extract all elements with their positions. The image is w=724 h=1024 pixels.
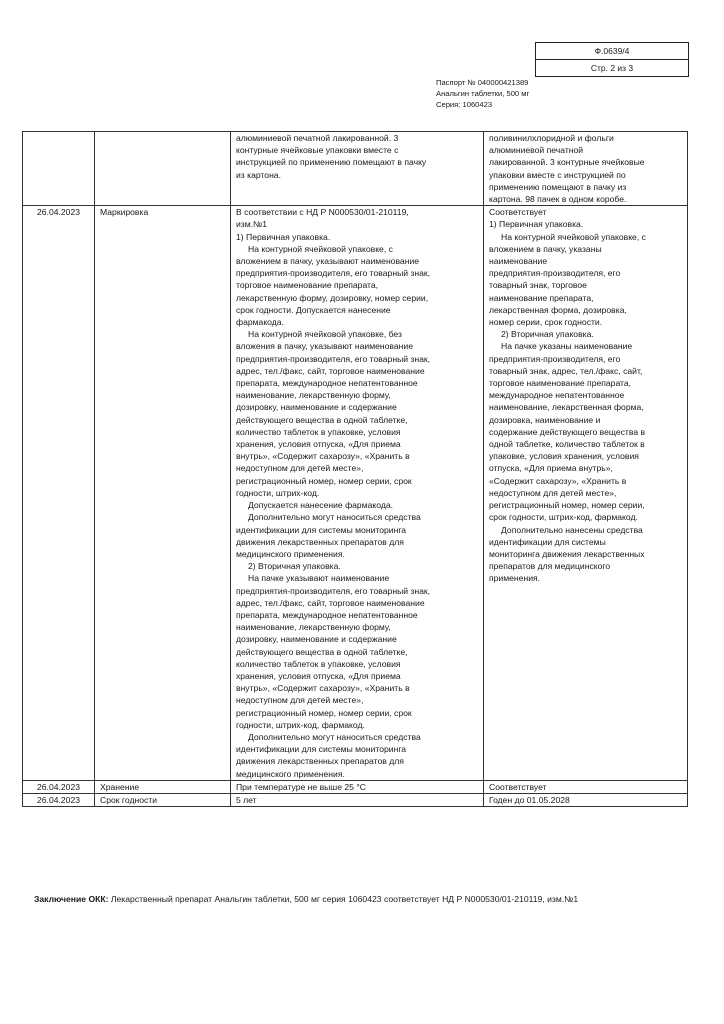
indicator-cell xyxy=(95,793,231,806)
norm-line: На пачке указывают наименование xyxy=(248,573,390,584)
result-line: вложением в пачку, указаны xyxy=(489,243,602,254)
test-results-table xyxy=(22,131,688,807)
result-line: срок годности, штрих-код, фармакод. xyxy=(489,512,638,523)
series-number: Серия: 1060423 xyxy=(436,100,493,109)
result-line: номер серии, срок годности. xyxy=(489,317,603,328)
date-cell xyxy=(23,206,95,781)
date-text: 26.04.2023 xyxy=(37,207,81,218)
result-line: лекарственная форма, дозировка, xyxy=(489,304,627,315)
norm-line: 1) Первичная упаковка. xyxy=(236,231,331,242)
conclusion xyxy=(34,893,594,907)
norm-line: лекарственную форму, дозировку, номер серии, xyxy=(236,292,429,303)
norm-line: вложения в пачку, указывают наименование xyxy=(236,341,414,352)
norm-line: алюминиевой печатной лакированной. 3 xyxy=(236,133,399,143)
indicator-cell xyxy=(95,780,231,793)
norm-line: В соответствии с НД Р N000530/01-210119, xyxy=(236,207,409,218)
date-cell xyxy=(23,132,95,206)
result-line: наименование xyxy=(489,256,548,267)
norm-line: дозировку, наименование и содержание xyxy=(236,402,397,413)
result-line: На контурной ячейковой упаковке, с xyxy=(501,231,646,242)
result-line: Дополнительно нанесены средства xyxy=(501,524,643,535)
norm-line: изм.№1 xyxy=(236,219,268,230)
indicator-text: Маркировка xyxy=(100,207,149,218)
result-line: мониторинга движения лекарственных xyxy=(489,548,645,559)
norm-line: срок годности. Допускается нанесение xyxy=(236,304,391,315)
norm-line: из картона. xyxy=(236,169,281,180)
norm-line: 2) Вторичная упаковка. xyxy=(248,561,341,572)
date-cell xyxy=(23,780,95,793)
result-line: применению помещают в пачку из xyxy=(489,181,627,192)
result-line: поливинилхлоридной и фольги xyxy=(489,133,614,143)
result-line: упаковки вместе с инструкцией по xyxy=(489,169,626,180)
norm-line: Дополнительно могут наноситься средства xyxy=(248,731,421,742)
result-line: содержание действующего вещества в xyxy=(489,426,646,437)
result-line: алюминиевой печатной xyxy=(489,145,584,156)
norm-line: 5 лет xyxy=(236,794,257,805)
norm-line: идентификации для системы мониторинга xyxy=(236,524,407,535)
table-row xyxy=(23,793,688,806)
norm-line: внутрь», «Содержит сахарозу», «Хранить в xyxy=(236,683,410,694)
norm-cell xyxy=(231,132,484,206)
result-line: картона. 98 пачек в одном коробе. xyxy=(489,194,627,205)
conclusion-text: Лекарственный препарат Анальгин таблетки, 500 мг серия 1060423 соответствует НД Р N000530/01-210119, изм.№1 xyxy=(108,894,579,904)
norm-line: движения лекарственных препаратов для xyxy=(236,536,404,547)
norm-line: При температуре не выше 25 °С xyxy=(236,781,366,792)
norm-line: На контурной ячейковой упаковке, без xyxy=(248,329,402,340)
norm-line: Допускается нанесение фармакода. xyxy=(248,500,394,511)
result-line: предприятия-производителя, его xyxy=(489,268,621,279)
norm-line: На контурной ячейковой упаковке, с xyxy=(248,243,393,254)
norm-line: наименование, лекарственную форму, xyxy=(236,390,391,401)
result-line: Годен до 01.05.2028 xyxy=(489,794,570,805)
result-line: лакированной. 3 контурные ячейковые xyxy=(489,157,645,168)
norm-line: хранения, условия отпуска, «Для приема xyxy=(236,670,401,681)
norm-line: количество таблеток в упаковке, условия xyxy=(236,658,401,669)
norm-line: Дополнительно могут наноситься средства xyxy=(248,512,421,523)
norm-line: недоступном для детей месте», xyxy=(236,695,364,706)
passport-number: Паспорт № 040000421389 xyxy=(436,78,529,87)
norm-line: внутрь», «Содержит сахарозу», «Хранить в xyxy=(236,451,410,462)
result-line: препаратов для медицинского xyxy=(489,561,611,572)
table-row xyxy=(23,132,688,206)
result-line: идентификации для системы xyxy=(489,536,606,547)
norm-line: вложением в пачку, указывают наименование xyxy=(236,256,420,267)
norm-line: медицинского применения. xyxy=(236,768,345,779)
page-number: Стр. 2 из 3 xyxy=(536,59,688,76)
indicator-cell xyxy=(95,132,231,206)
norm-cell xyxy=(231,206,484,781)
result-line: недоступном для детей месте», xyxy=(489,487,617,498)
norm-line: действующего вещества в одной таблетке, xyxy=(236,646,408,657)
norm-line: регистрационный номер, номер серии, срок xyxy=(236,475,412,486)
result-line: «Содержит сахарозу», «Хранить в xyxy=(489,475,627,486)
norm-line: адрес, тел./факс, сайт, торговое наименование xyxy=(236,597,425,608)
form-code: Ф.0639/4 xyxy=(594,46,630,56)
result-line: товарный знак, адрес, тел./факс, сайт, xyxy=(489,365,643,376)
result-cell xyxy=(484,780,688,793)
norm-line: хранения, условия отпуска, «Для приема xyxy=(236,439,401,450)
passport-header xyxy=(436,77,529,110)
result-line: 1) Первичная упаковка. xyxy=(489,219,584,230)
norm-line: идентификации для системы мониторинга xyxy=(236,744,407,755)
result-line: предприятия-производителя, его xyxy=(489,353,621,364)
norm-line: медицинского применения. xyxy=(236,548,345,559)
norm-line: предприятия-производителя, его товарный знак, xyxy=(236,268,431,279)
norm-line: количество таблеток в упаковке, условия xyxy=(236,426,401,437)
norm-line: фармакода. xyxy=(236,317,284,328)
indicator-text: Срок годности xyxy=(100,794,158,805)
date-text: 26.04.2023 xyxy=(37,794,81,805)
result-line: наименование препарата, xyxy=(489,292,594,303)
norm-line: действующего вещества в одной таблетке, xyxy=(236,414,408,425)
result-line: торговое наименование препарата, xyxy=(489,378,632,389)
table-row xyxy=(23,206,688,781)
norm-line: инструкцией по применению помещают в пачку xyxy=(236,157,427,168)
norm-line: регистрационный номер, номер серии, срок xyxy=(236,707,412,718)
result-line: упаковке, условия хранения, условия xyxy=(489,451,639,462)
result-cell xyxy=(484,206,688,781)
norm-line: движения лекарственных препаратов для xyxy=(236,756,404,767)
result-line: дозировка, наименование и xyxy=(489,414,601,425)
result-line: На пачке указаны наименование xyxy=(501,341,633,352)
conclusion-label: Заключение ОКК: xyxy=(34,894,109,904)
indicator-cell xyxy=(95,206,231,781)
date-cell xyxy=(23,793,95,806)
norm-line: недоступном для детей месте», xyxy=(236,463,364,474)
result-cell xyxy=(484,793,688,806)
result-cell xyxy=(484,132,688,206)
result-line: Соответствует xyxy=(489,781,547,792)
result-line: товарный знак, торговое xyxy=(489,280,587,291)
norm-cell xyxy=(231,780,484,793)
norm-cell xyxy=(231,793,484,806)
result-line: отпуска, «Для приема внутрь», xyxy=(489,463,613,474)
norm-line: наименование, лекарственную форму, xyxy=(236,622,391,633)
norm-line: предприятия-производителя, его товарный знак, xyxy=(236,353,431,364)
norm-line: адрес, тел./факс, сайт, торговое наименование xyxy=(236,365,425,376)
table-row xyxy=(23,780,688,793)
result-line: наименование, лекарственная форма, xyxy=(489,402,644,413)
result-line: 2) Вторичная упаковка. xyxy=(501,329,594,340)
norm-line: препарата, международное непатентованное xyxy=(236,378,418,389)
norm-line: годности, штрих-код, фармакод. xyxy=(236,719,365,730)
date-text: 26.04.2023 xyxy=(37,781,81,792)
norm-line: годности, штрих-код. xyxy=(236,487,320,498)
norm-line: торговое наименование препарата, xyxy=(236,280,379,291)
norm-line: дозировку, наименование и содержание xyxy=(236,634,397,645)
norm-line: контурные ячейковые упаковки вместе с xyxy=(236,145,399,156)
norm-line: препарата, международное непатентованное xyxy=(236,609,418,620)
result-line: применения. xyxy=(489,573,541,584)
result-line: международное непатентованное xyxy=(489,390,625,401)
result-line: регистрационный номер, номер серии, xyxy=(489,500,645,511)
result-line: Соответствует xyxy=(489,207,547,218)
product-name: Анальгин таблетки, 500 мг xyxy=(436,89,530,98)
form-code-box xyxy=(535,42,689,77)
result-line: одной таблетке, количество таблеток в xyxy=(489,439,645,450)
indicator-text: Хранение xyxy=(100,781,140,792)
norm-line: предприятия-производителя, его товарный знак, xyxy=(236,585,431,596)
